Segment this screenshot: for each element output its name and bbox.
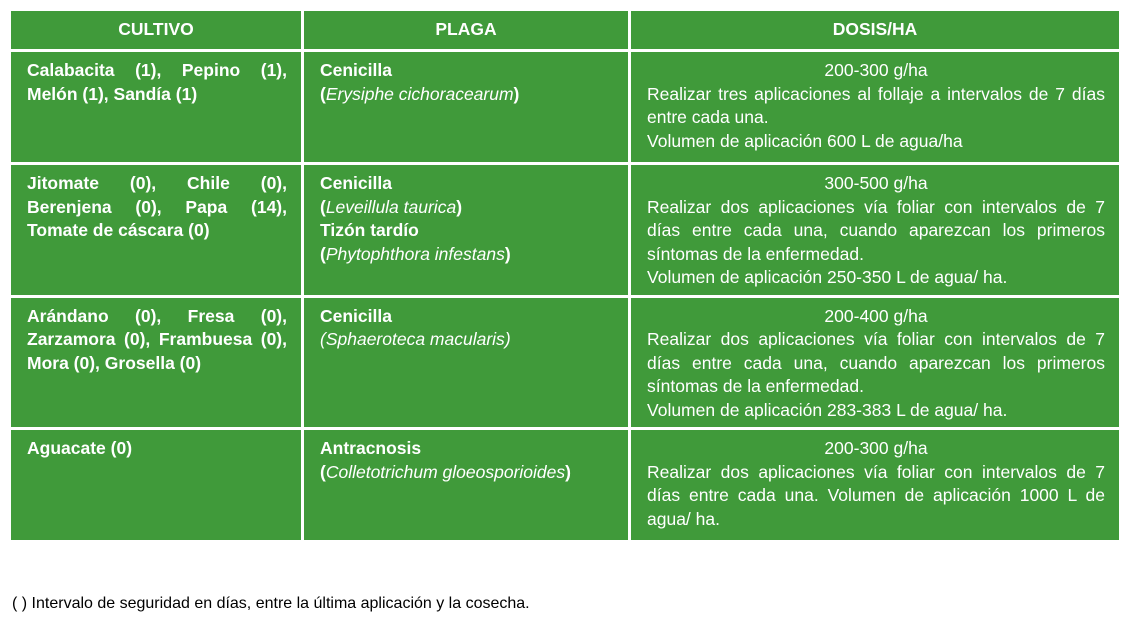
dose-instructions: Realizar dos aplicaciones vía foliar con intervalos de 7 días entre cada una, cuando aparezcan los primeros síntomas de la enfermedad. (647, 196, 1105, 264)
dosis-cell (631, 52, 1119, 162)
plaga-cell (304, 52, 628, 162)
scientific-name: (Colletotrichum gloeosporioides) (320, 461, 571, 482)
plaga-cell (304, 298, 628, 428)
dose-volume: Volumen de aplicación 250-350 L de agua/ ha. (647, 267, 1008, 287)
dose-instructions: Realizar dos aplicaciones vía foliar con intervalos de 7 días entre cada una, cuando aparezcan los primeros síntomas de la enfermedad. (647, 329, 1105, 396)
plaga-name: Cenicilla (320, 305, 392, 326)
dosis-cell (631, 165, 1119, 295)
cultivo-cell: Arándano (0), Fresa (0), Zarzamora (0), Frambuesa (0), Mora (0), Grosella (0) (11, 298, 301, 428)
scientific-name: (Sphaeroteca macularis) (320, 329, 511, 349)
plaga-cell (304, 165, 628, 295)
header-plaga: PLAGA (304, 11, 628, 49)
table-row (11, 298, 1119, 428)
plaga-name: Cenicilla (320, 173, 392, 193)
dose-value: 300-500 g/ha (824, 173, 928, 193)
table-row (11, 165, 1119, 295)
header-cultivo: CULTIVO (11, 11, 301, 49)
dose-instructions: Realizar dos aplicaciones vía foliar con intervalos de 7 días entre cada una. Volumen de aplicación 1000 L de agua/ ha. (647, 461, 1105, 529)
header-dosis: DOSIS/HA (631, 11, 1119, 49)
scientific-name: (Leveillula taurica) (320, 196, 463, 217)
footnote: ( ) Intervalo de seguridad en días, entre la última aplicación y la cosecha. (12, 595, 530, 612)
cultivo-cell: Calabacita (1), Pepino (1), Melón (1), Sandía (1) (11, 52, 301, 162)
dosage-table (8, 8, 1122, 543)
plaga-name: Cenicilla (320, 60, 392, 80)
plaga-cell (304, 430, 628, 540)
dose-value: 200-400 g/ha (824, 305, 928, 326)
cultivo-cell: Aguacate (0) (11, 430, 301, 540)
plaga-name: Antracnosis (320, 438, 422, 458)
table-row (11, 52, 1119, 162)
dose-volume: Volumen de aplicación 283-383 L de agua/ ha. (647, 399, 1008, 420)
dose-value: 200-300 g/ha (824, 60, 928, 80)
table-header-row (11, 11, 1119, 49)
dose-instructions: Realizar tres aplicaciones al follaje a intervalos de 7 días entre cada una. (647, 83, 1105, 127)
scientific-name: (Phytophthora infestans) (320, 243, 511, 264)
table-row (11, 430, 1119, 540)
dose-volume: Volumen de aplicación 600 L de agua/ha (647, 130, 963, 151)
dosis-cell (631, 430, 1119, 540)
scientific-name: (Erysiphe cichoracearum) (320, 83, 520, 104)
cultivo-cell: Jitomate (0), Chile (0), Berenjena (0), Papa (14), Tomate de cáscara (0) (11, 165, 301, 295)
plaga-name: Tizón tardío (320, 220, 419, 240)
dosis-cell (631, 298, 1119, 428)
dose-value: 200-300 g/ha (824, 438, 928, 458)
